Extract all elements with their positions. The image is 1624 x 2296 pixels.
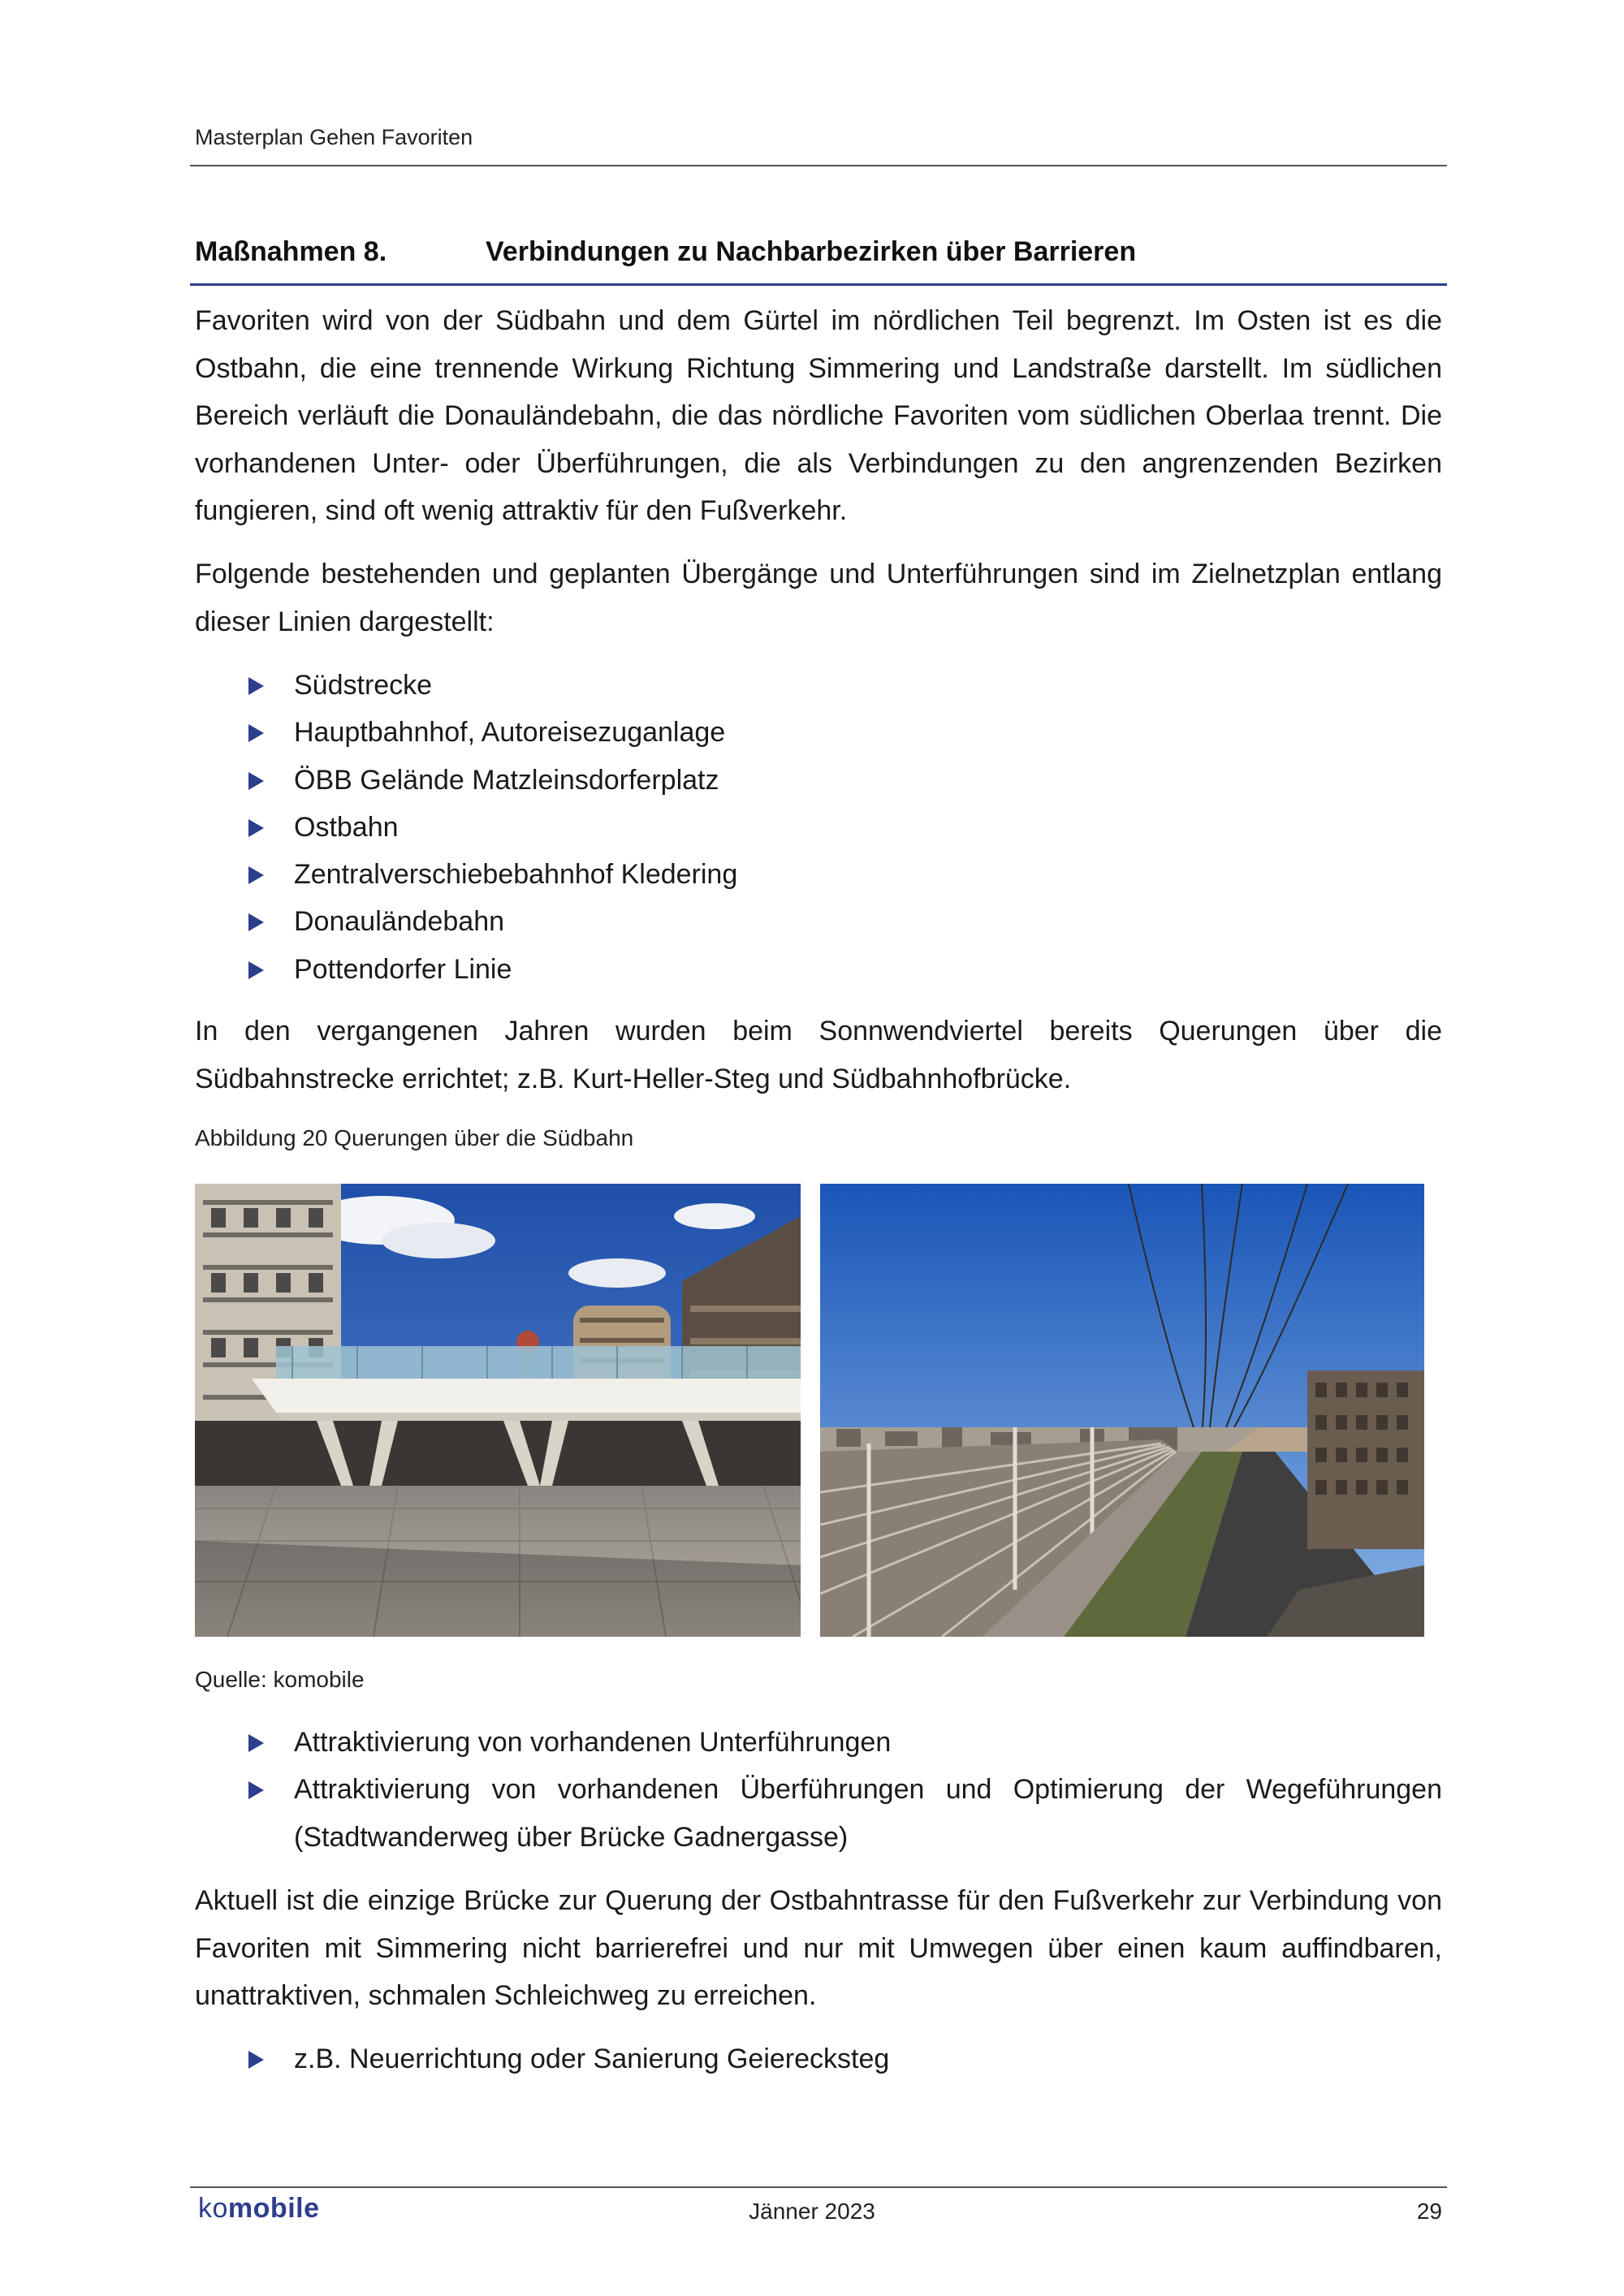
bullet-triangle-icon [248,724,264,742]
bullet-triangle-icon [248,866,264,884]
section-number: Maßnahmen 8. [195,236,387,267]
komobile-logo: komobile [198,2193,320,2224]
figure-source: Quelle: komobile [195,1667,365,1692]
list-item: ÖBB Gelände Matzleinsdorferplatz [248,757,1442,804]
paragraph-ostbahn-bridge: Aktuell ist die einzige Brücke zur Querung der Ostbahntrasse für den Fußverkehr zur Verbindung von Favoriten mit Simmering nicht barrierefrei und nur mit Umwegen über einen kaum auffindbaren, unattraktiven, schmalen Schleichweg zu erreichen. [195,1885,1442,2011]
bullet-triangle-icon [248,2051,264,2069]
header-divider [190,165,1447,166]
bullet-triangle-icon [248,772,264,790]
crossings-list [248,662,1442,993]
example-list [248,2035,1442,2082]
bullet-triangle-icon [248,1734,264,1752]
paragraph-sonnwendviertel: In den vergangenen Jahren wurden beim Sonnwendviertel bereits Querungen über die Südbahnstrecke errichtet; z.B. Kurt-Heller-Steg und Südbahnhofbrücke. [195,1016,1442,1094]
list-item: Attraktivierung von vorhandenen Unterführungen [248,1719,1442,1766]
footer-date: Jänner 2023 [749,2199,875,2224]
list-item: z.B. Neuerrichtung oder Sanierung Geierecksteg [248,2035,1442,2082]
footer-divider [190,2186,1447,2188]
bullet-triangle-icon [248,677,264,695]
list-item: Zentralverschiebebahnhof Kledering [248,851,1442,898]
list-item: Pottendorfer Linie [248,946,1442,993]
paragraph-barriers-intro: Favoriten wird von der Südbahn und dem Gürtel im nördlichen Teil begrenzt. Im Osten ist es die Ostbahn, die eine trennende Wirkung Richtung Simmering und Landstraße darstellt. Im südlichen Bereich verläuft die Donauländebahn, die das nördliche Favoriten vom südlichen Oberlaa trennt. Die vorhandenen Unter- oder Überführungen, die als Verbindungen zu den angrenzenden Bezirken fungieren, sind oft wenig attraktiv für den Fußverkehr. [195,305,1442,526]
section-heading [195,236,1445,268]
figure-caption: Abbildung 20 Querungen über die Südbahn [195,1125,634,1150]
photo-bridge-canopy [195,1184,801,1637]
paragraph-crossings-intro: Folgende bestehenden und geplanten Übergänge und Unterführungen sind im Zielnetzplan entlang dieser Linien dargestellt: [195,559,1442,637]
page-number: 29 [1416,2199,1442,2224]
bullet-triangle-icon [248,913,264,931]
bullet-triangle-icon [248,1781,264,1799]
list-item: Attraktivierung von vorhandenen Überführungen und Optimierung der Wegeführungen (Stadtwanderweg über Brücke Gadnergasse) [248,1766,1442,1861]
bullet-triangle-icon [248,961,264,979]
running-header: Masterplan Gehen Favoriten [195,125,473,149]
photo-railway-tracks [820,1184,1424,1637]
list-item: Südstrecke [248,662,1442,709]
section-heading-rule [190,283,1447,286]
bullet-triangle-icon [248,819,264,837]
list-item: Donauländebahn [248,898,1442,945]
list-item: Ostbahn [248,804,1442,851]
list-item: Hauptbahnhof, Autoreisezuganlage [248,709,1442,756]
section-title: Verbindungen zu Nachbarbezirken über Barrieren [486,236,1137,267]
measures-list [248,1719,1442,1861]
